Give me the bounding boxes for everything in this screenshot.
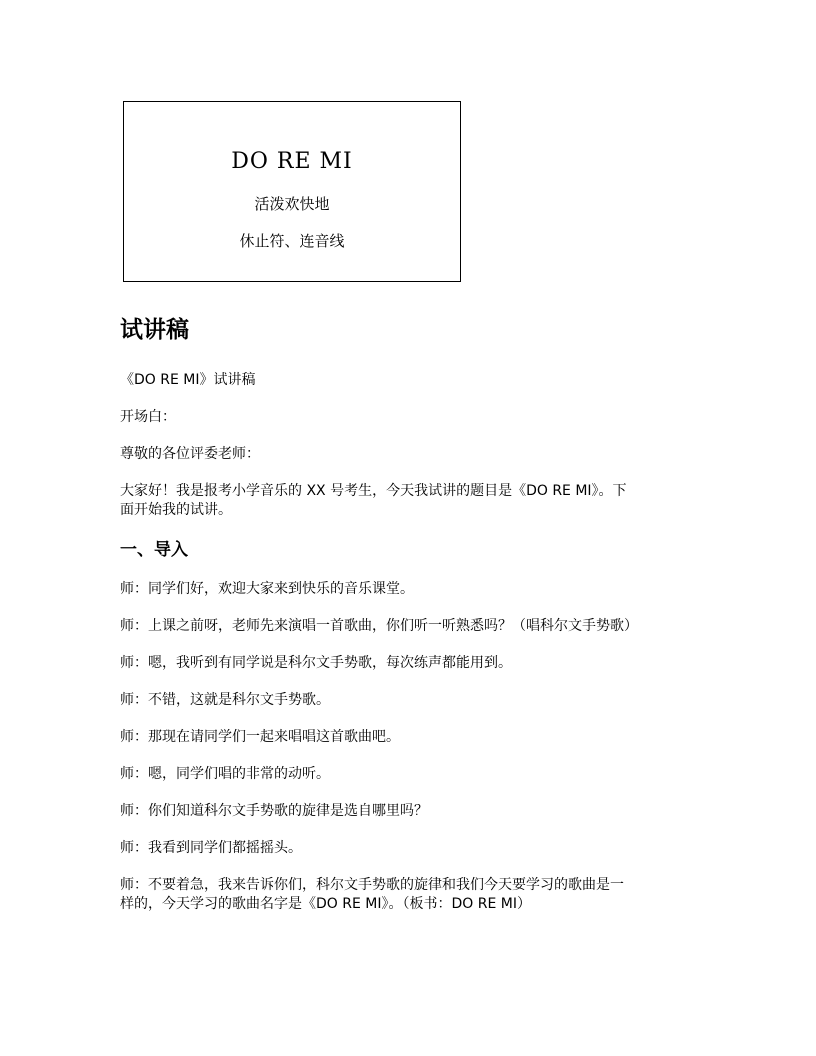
dialogue-line: 师：嗯，我听到有同学说是科尔文手势歌，每次练声都能用到。: [120, 655, 512, 671]
document-title: 试讲稿: [120, 317, 189, 343]
dialogue-line: 师：嗯，同学们唱的非常的动听。: [120, 766, 330, 782]
dialogue-line: 师：不错，这就是科尔文手势歌。: [120, 692, 330, 708]
board-tempo-line: 活泼欢快地: [254, 195, 330, 213]
dialogue-line: 师：你们知道科尔文手势歌的旋律是选自哪里吗？: [120, 803, 428, 819]
dialogue-line: 师：我看到同学们都摇摇头。: [120, 840, 302, 856]
blackboard-box: [123, 101, 461, 282]
section-heading-intro: 一、导入: [120, 540, 188, 560]
dialogue-line: 师：不要着急，我来告诉你们，科尔文手势歌的旋律和我们今天要学习的歌曲是一 样的，今天学习的歌曲名字是《DO RE MI》。（板书：DO RE MI）: [120, 877, 624, 912]
greeting: 尊敬的各位评委老师：: [120, 446, 260, 462]
opening-label: 开场白：: [120, 409, 176, 425]
board-topic-line: 休止符、连音线: [239, 232, 345, 250]
dialogue-line: 师：同学们好，欢迎大家来到快乐的音乐课堂。: [120, 581, 414, 597]
document-subtitle: 《DO RE MI》试讲稿: [120, 372, 256, 388]
dialogue-line: 师：那现在请同学们一起来唱唱这首歌曲吧。: [120, 729, 400, 745]
intro-paragraph: 大家好！我是报考小学音乐的 XX 号考生，今天我试讲的题目是《DO RE MI》。下 面开始我的试讲。: [120, 483, 627, 518]
board-title: DO RE MI: [231, 149, 353, 174]
dialogue-line: 师：上课之前呀，老师先来演唱一首歌曲，你们听一听熟悉吗？（唱科尔文手势歌）: [120, 618, 638, 634]
document-body: [120, 310, 710, 932]
